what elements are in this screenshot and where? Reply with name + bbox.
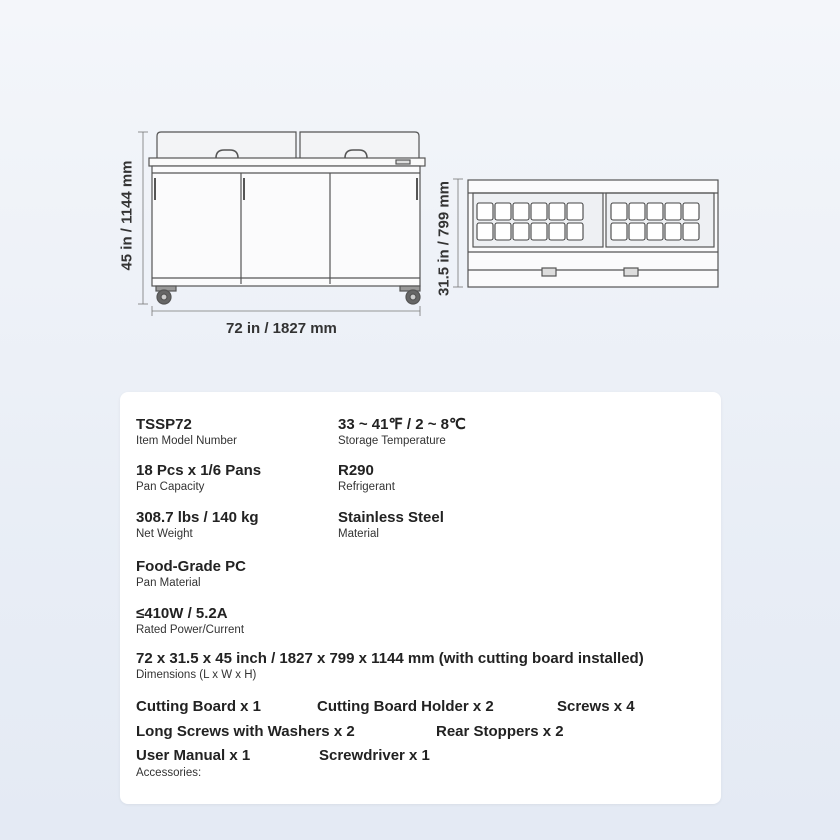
spec-dimensions xyxy=(136,650,644,682)
product-diagram xyxy=(0,0,840,380)
accessory-item: Cutting Board x 1 xyxy=(136,698,262,715)
spec-power xyxy=(136,605,244,637)
spec-label: Refrigerant xyxy=(338,481,395,493)
accessory-item: User Manual x 1 xyxy=(136,747,251,764)
spec-value: ≤410W / 5.2A xyxy=(136,605,228,622)
spec-value: Food-Grade PC xyxy=(136,558,247,575)
accessory-item: Rear Stoppers x 2 xyxy=(436,723,564,740)
specifications-card xyxy=(120,392,721,804)
spec-value: TSSP72 xyxy=(136,416,192,433)
accessory-item: Cutting Board Holder x 2 xyxy=(317,698,494,715)
spec-value: 308.7 lbs / 140 kg xyxy=(136,509,259,526)
spec-value: 72 x 31.5 x 45 inch / 1827 x 799 x 1144 mm (with cutting board installed) xyxy=(136,650,644,667)
spec-label: Net Weight xyxy=(136,528,193,540)
spec-material xyxy=(338,509,444,541)
spec-label: Storage Temperature xyxy=(338,435,446,447)
spec-value: 33 ~ 41℉ / 2 ~ 8℃ xyxy=(338,416,466,433)
spec-label: Pan Capacity xyxy=(136,481,205,493)
spec-net-weight xyxy=(136,509,259,541)
spec-label: Material xyxy=(338,528,379,540)
spec-label: Item Model Number xyxy=(136,435,237,447)
spec-model xyxy=(136,416,237,448)
accessories-label: Accessories: xyxy=(136,767,202,779)
spec-value: Stainless Steel xyxy=(338,509,444,526)
spec-value: R290 xyxy=(338,462,374,479)
spec-value: 18 Pcs x 1/6 Pans xyxy=(136,462,262,479)
height-dimension-label: 45 in / 1144 mm xyxy=(118,160,136,271)
spec-pan-material xyxy=(136,558,246,590)
accessory-item: Screwdriver x 1 xyxy=(319,747,430,764)
spec-label: Rated Power/Current xyxy=(136,624,245,636)
spec-pan-capacity xyxy=(136,462,261,494)
spec-refrigerant xyxy=(338,462,395,494)
spec-temperature xyxy=(338,416,466,448)
spec-label: Dimensions (L x W x H) xyxy=(136,669,257,681)
depth-dimension-label: 31.5 in / 799 mm xyxy=(435,180,453,297)
width-dimension-label: 72 in / 1827 mm xyxy=(226,320,337,337)
spec-label: Pan Material xyxy=(136,577,201,589)
accessory-item: Long Screws with Washers x 2 xyxy=(136,723,355,740)
accessory-item: Screws x 4 xyxy=(557,698,635,715)
